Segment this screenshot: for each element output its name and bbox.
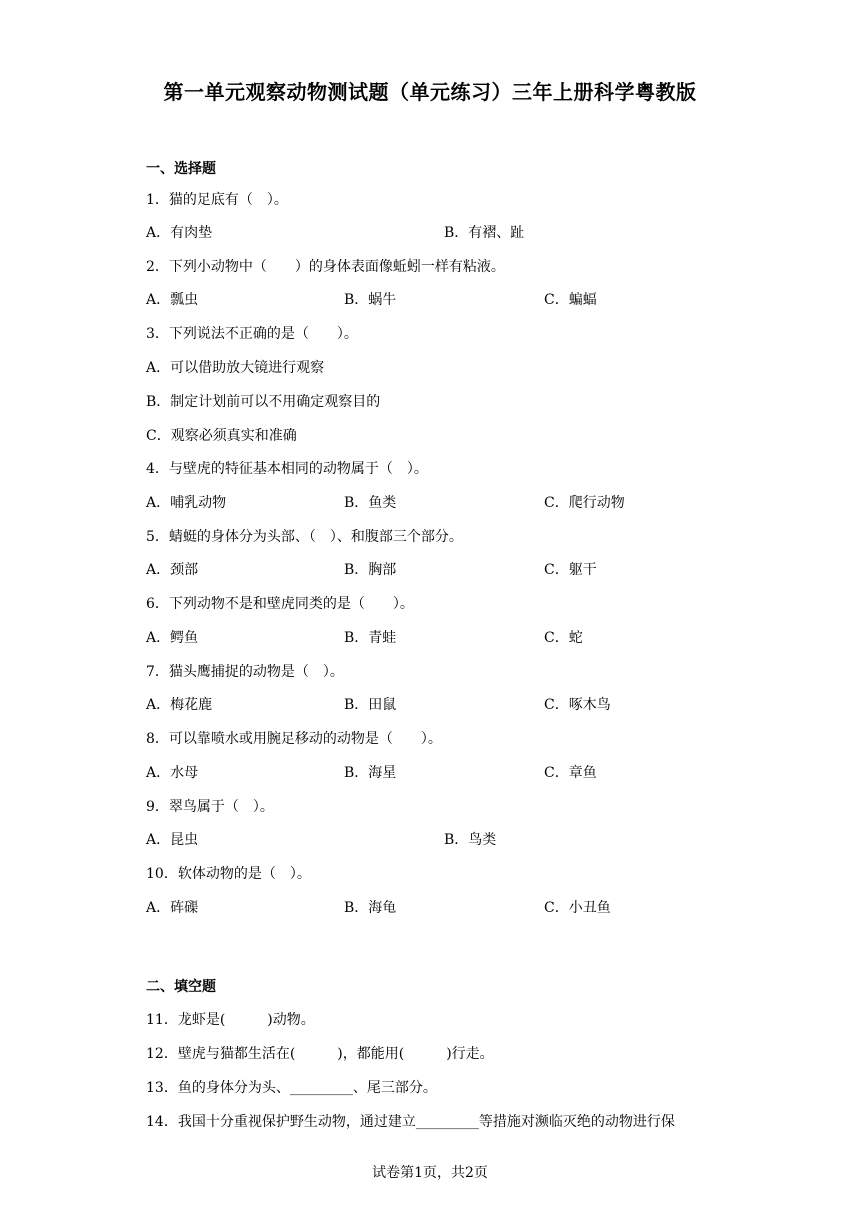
option-1a: A．有肉垫 [146, 225, 213, 241]
option-10c: C．小丑鱼 [544, 900, 611, 916]
section-heading-fill: 二、填空题 [146, 979, 216, 995]
option-8b: B．海星 [344, 765, 397, 781]
option-9b: B．鸟类 [444, 832, 497, 848]
option-9a: A．昆虫 [146, 832, 199, 848]
question-14: 14．我国十分重视保护野生动物，通过建立_________等措施对濒临灭绝的动物进行保 [146, 1114, 675, 1130]
option-4a: A．哺乳动物 [146, 495, 227, 511]
question-8: 8．可以靠喷水或用腕足移动的动物是（ ）。 [146, 731, 442, 747]
question-5: 5．蜻蜓的身体分为头部、（ ）、和腹部三个部分。 [146, 529, 463, 545]
option-6c: C．蛇 [544, 630, 583, 646]
question-3: 3．下列说法不正确的是（ ）。 [146, 326, 358, 342]
option-6b: B．青蛙 [344, 630, 397, 646]
option-2a: A．瓢虫 [146, 292, 199, 308]
option-3b: B．制定计划前可以不用确定观察目的 [146, 394, 381, 410]
question-7: 7．猫头鹰捕捉的动物是（ ）。 [146, 664, 344, 680]
page-title: 第一单元观察动物测试题（单元练习）三年上册科学粤教版 [163, 80, 697, 104]
option-5a: A．颈部 [146, 562, 199, 578]
question-4: 4．与壁虎的特征基本相同的动物属于（ ）。 [146, 461, 428, 477]
option-8c: C．章鱼 [544, 765, 597, 781]
question-11: 11．龙虾是( )动物。 [146, 1012, 315, 1028]
question-6: 6．下列动物不是和壁虎同类的是（ ）。 [146, 596, 414, 612]
option-3c: C．观察必须真实和准确 [146, 428, 297, 444]
option-7b: B．田鼠 [344, 697, 397, 713]
option-10b: B．海龟 [344, 900, 397, 916]
option-10a: A．砗磲 [146, 900, 199, 916]
question-13: 13．鱼的身体分为头、_________、尾三部分。 [146, 1080, 437, 1096]
question-10: 10．软体动物的是（ ）。 [146, 866, 311, 882]
option-4b: B．鱼类 [344, 495, 397, 511]
question-2: 2．下列小动物中（ ）的身体表面像蚯蚓一样有粘液。 [146, 259, 505, 275]
option-2c: C．蝙蝠 [544, 292, 597, 308]
option-5c: C．躯干 [544, 562, 597, 578]
question-1: 1．猫的足底有（ ）。 [146, 192, 288, 208]
option-7c: C．啄木鸟 [544, 697, 611, 713]
section-heading-choice: 一、选择题 [146, 161, 216, 177]
page-footer: 试卷第1页，共2页 [372, 1165, 488, 1181]
option-1b: B．有褶、趾 [444, 225, 525, 241]
option-6a: A．鳄鱼 [146, 630, 199, 646]
option-8a: A．水母 [146, 765, 199, 781]
option-3a: A．可以借助放大镜进行观察 [146, 360, 325, 376]
option-5b: B．胸部 [344, 562, 397, 578]
option-7a: A．梅花鹿 [146, 697, 213, 713]
question-9: 9．翠鸟属于（ ）。 [146, 799, 274, 815]
option-4c: C．爬行动物 [544, 495, 625, 511]
option-2b: B．蜗牛 [344, 292, 397, 308]
question-12: 12．壁虎与猫都生活在( )，都能用( )行走。 [146, 1046, 494, 1062]
